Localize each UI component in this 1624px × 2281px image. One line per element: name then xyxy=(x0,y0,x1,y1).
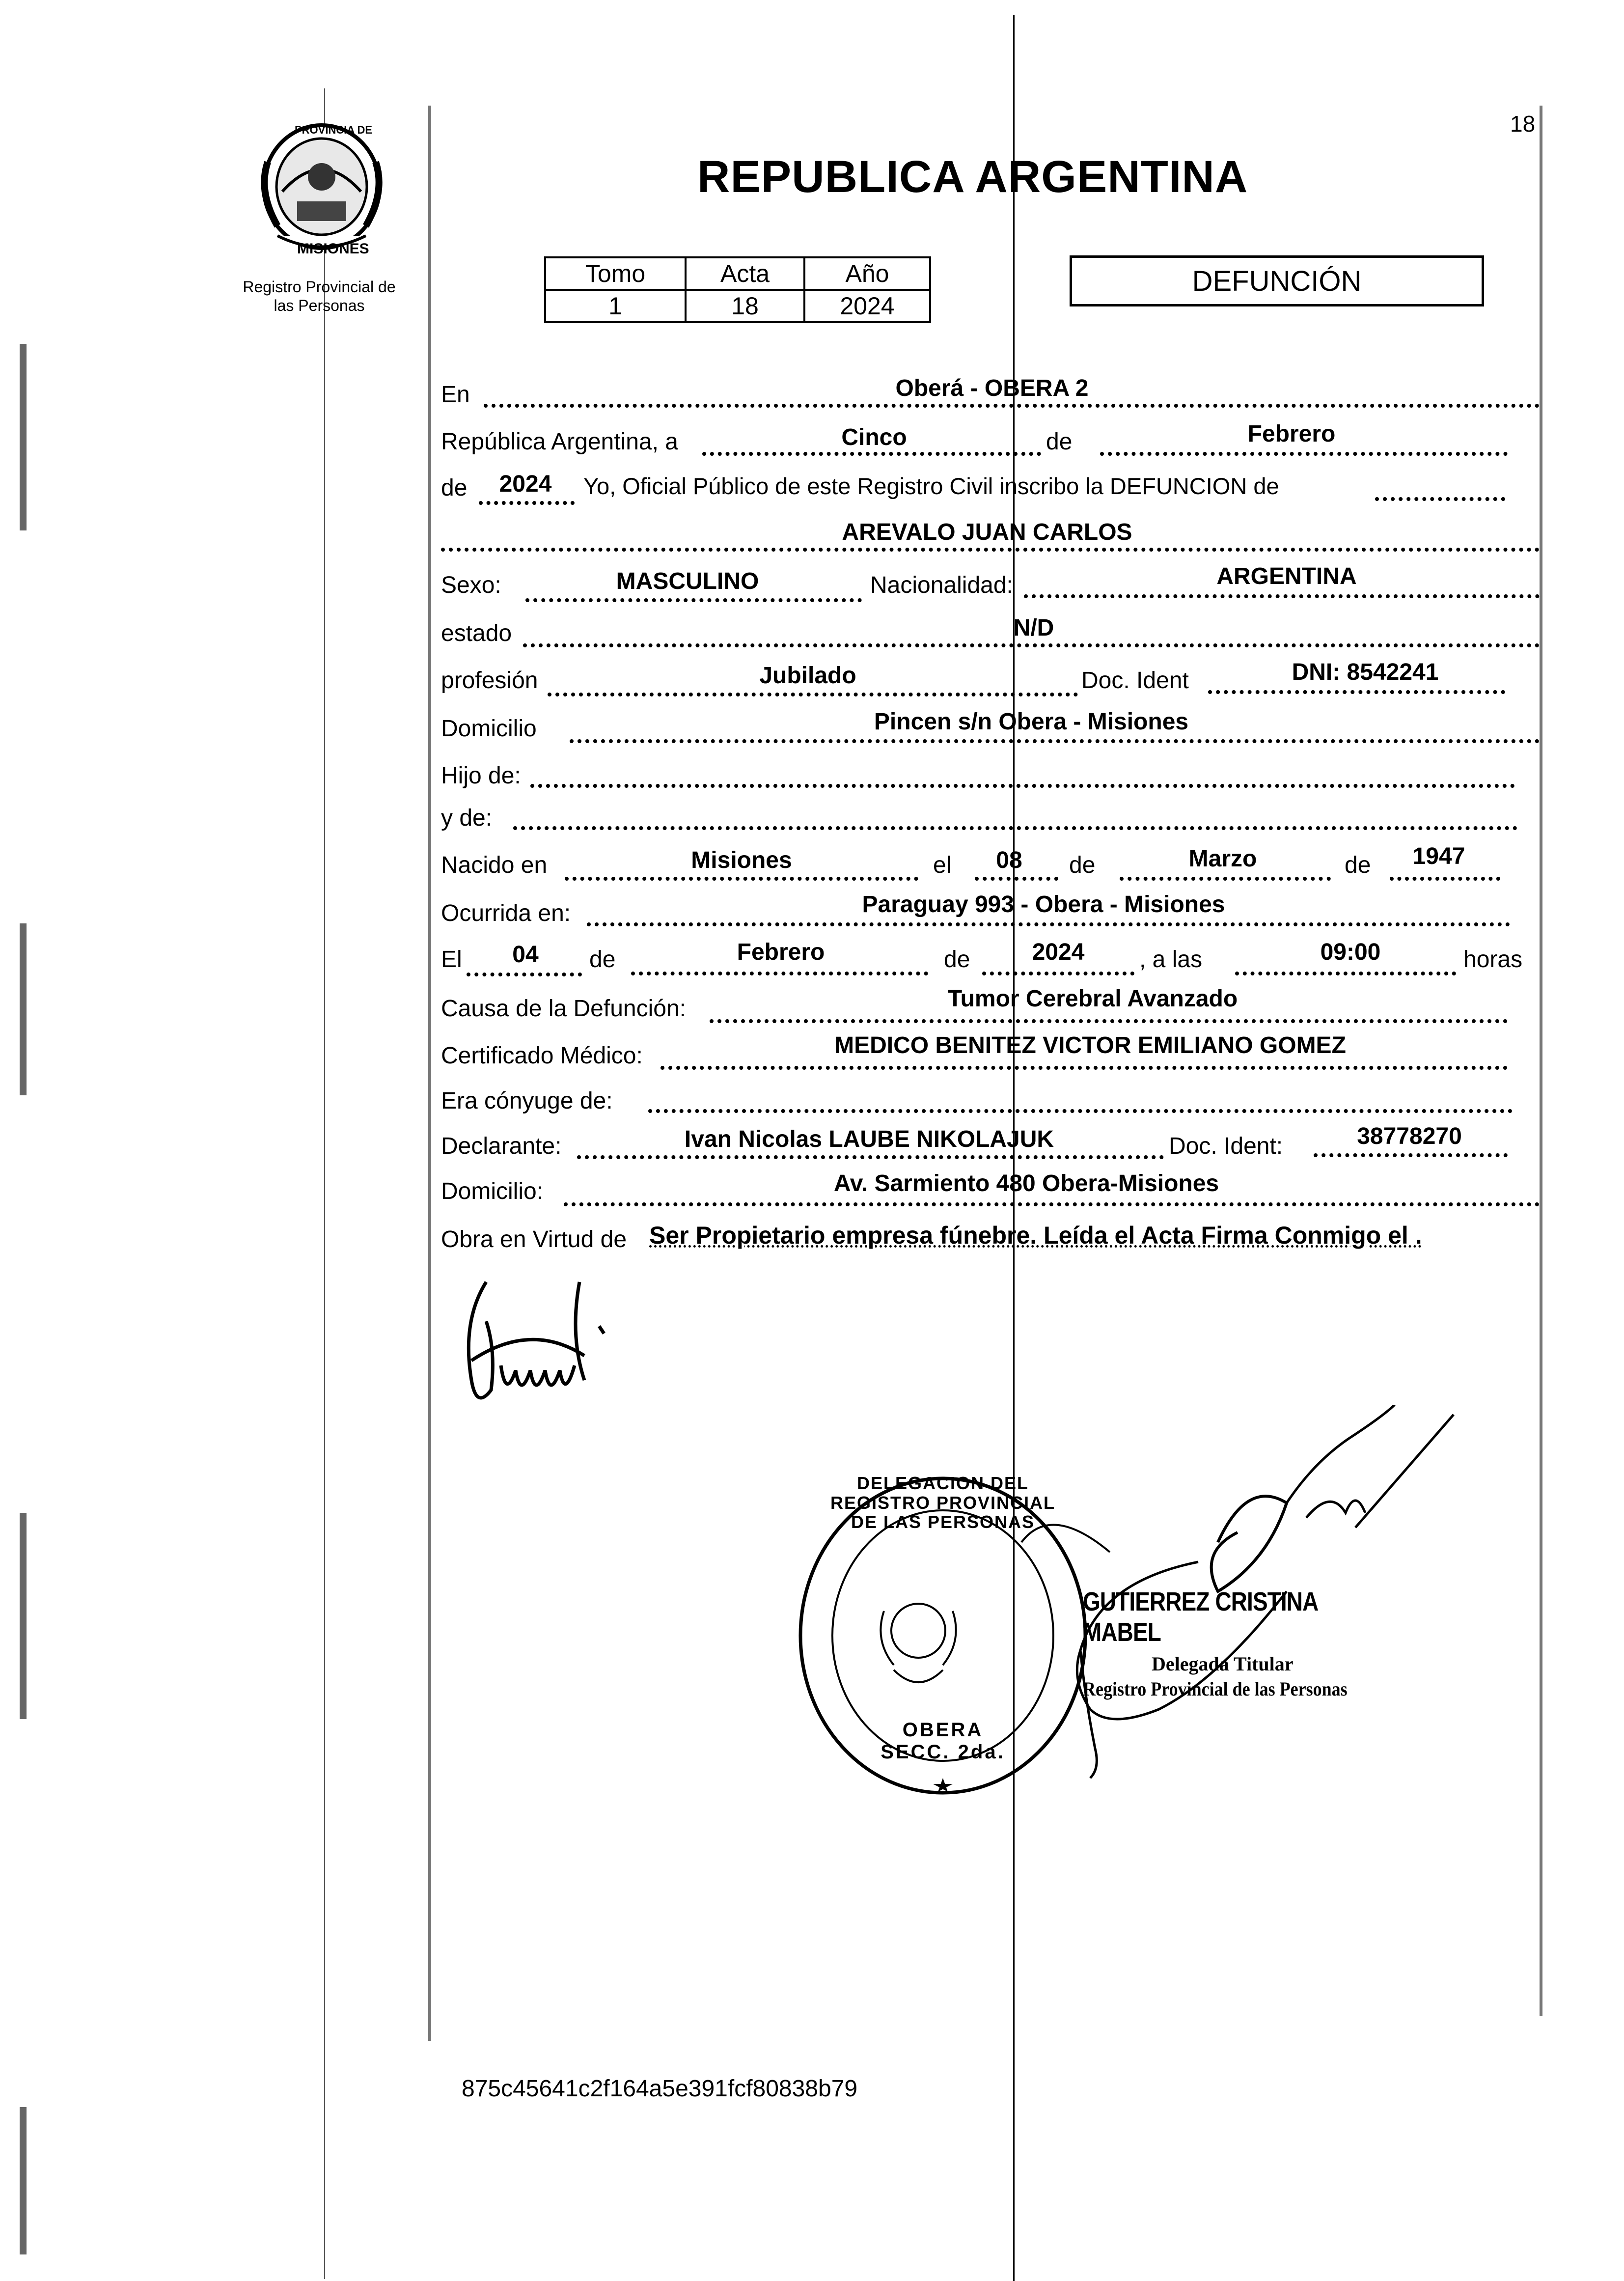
value-anio: 2024 xyxy=(499,471,552,497)
dotted-line xyxy=(577,1155,1164,1159)
label-nacionalidad: Nacionalidad: xyxy=(870,572,1013,598)
label-decl-doc: Doc. Ident: xyxy=(1169,1133,1283,1159)
dotted-line xyxy=(648,1109,1513,1113)
label-nacido: Nacido en xyxy=(441,852,548,878)
dotted-line xyxy=(530,784,1515,788)
value-sexo: MASCULINO xyxy=(616,568,759,594)
value-mes: Febrero xyxy=(1247,421,1336,447)
agency-name xyxy=(216,278,422,315)
scan-edge-marks xyxy=(20,2107,27,2254)
value-domicilio: Pincen s/n Obera - Misiones xyxy=(874,709,1189,735)
label-el-fallec: El xyxy=(441,946,462,973)
document-hash: 875c45641c2f164a5e391fcf80838b79 xyxy=(462,2076,858,2102)
value-doc: DNI: 8542241 xyxy=(1292,659,1439,685)
scan-margin-line xyxy=(324,88,325,2279)
label-conyuge: Era cónyuge de: xyxy=(441,1088,613,1114)
label-decl-domicilio: Domicilio: xyxy=(441,1178,544,1204)
label-certificado: Certificado Médico: xyxy=(441,1043,643,1069)
seal-inner-text: OBERA SECC. 2da. xyxy=(881,1719,1005,1763)
inscribo-text: Yo, Oficial Público de este Registro Civil inscribo la DEFUNCION de xyxy=(583,473,1279,499)
logo-text-top: PROVINCIA DE xyxy=(295,124,373,136)
register-header-tomo: Tomo xyxy=(545,257,686,290)
dotted-line xyxy=(661,1066,1508,1070)
label-nacido-de2: de xyxy=(1345,852,1371,878)
record-type: DEFUNCIÓN xyxy=(1192,265,1362,297)
register-table xyxy=(544,256,931,323)
logo-text-bottom: MISIONES xyxy=(297,241,369,257)
value-obra: Ser Propietario empresa fúnebre. Leída el Acta Firma Conmigo el . xyxy=(649,1222,1422,1249)
page-title: REPUBLICA ARGENTINA xyxy=(697,152,1248,202)
value-fallec-dia: 04 xyxy=(512,942,539,968)
value-fallec-mes: Febrero xyxy=(737,939,825,965)
label-el: el xyxy=(933,852,952,878)
register-header-anio: Año xyxy=(804,257,930,290)
dotted-line xyxy=(1390,877,1500,881)
dotted-line xyxy=(1100,452,1508,456)
dotted-line xyxy=(631,972,928,975)
value-hora: 09:00 xyxy=(1320,939,1381,965)
dotted-line xyxy=(587,922,1510,926)
register-header-row xyxy=(545,257,930,290)
dotted-line xyxy=(565,877,918,881)
dotted-line xyxy=(1024,594,1540,598)
value-nacido-lugar: Misiones xyxy=(691,847,792,873)
registrar-stamp xyxy=(1083,1586,1427,1700)
label-de-anio: de xyxy=(441,475,468,501)
register-header-acta: Acta xyxy=(686,257,804,290)
label-nacido-de: de xyxy=(1069,852,1096,878)
scan-edge-marks xyxy=(20,1513,27,1719)
scan-edge-marks xyxy=(20,344,27,530)
dotted-line xyxy=(548,693,1078,696)
register-value-tomo: 1 xyxy=(545,290,686,322)
value-fallec-anio: 2024 xyxy=(1032,939,1085,965)
label-fallec-de: de xyxy=(589,946,616,973)
dotted-line xyxy=(702,452,1041,456)
value-nacido-dia: 08 xyxy=(996,847,1022,873)
value-declarante: Ivan Nicolas LAUBE NIKOLAJUK xyxy=(684,1126,1054,1152)
dotted-line xyxy=(513,826,1517,830)
value-dia: Cinco xyxy=(841,424,907,450)
value-decl-domicilio: Av. Sarmiento 480 Obera-Misiones xyxy=(833,1170,1219,1196)
dotted-line xyxy=(710,1019,1508,1023)
dotted-line xyxy=(564,1202,1540,1206)
value-nacido-mes: Marzo xyxy=(1188,846,1257,872)
page-number: 18 xyxy=(1510,111,1536,137)
dotted-line xyxy=(484,404,1540,408)
value-estado: N/D xyxy=(1013,615,1054,641)
value-certificado: MEDICO BENITEZ VICTOR EMILIANO GOMEZ xyxy=(834,1032,1346,1058)
value-lugar: Oberá - OBERA 2 xyxy=(895,375,1089,401)
label-obra: Obra en Virtud de xyxy=(441,1226,627,1252)
label-profesion: profesión xyxy=(441,668,538,694)
dotted-line xyxy=(1235,972,1456,975)
record-type-box xyxy=(1070,255,1484,306)
registrar-name: GUTIERREZ CRISTINA MABEL xyxy=(1083,1587,1318,1647)
register-value-row xyxy=(545,290,930,322)
value-profesion: Jubilado xyxy=(759,663,856,689)
form-right-border xyxy=(1540,106,1542,2016)
dotted-line xyxy=(479,501,575,505)
dotted-line xyxy=(982,972,1134,975)
registrar-role: Delegada Titular xyxy=(1152,1653,1294,1675)
label-republica: República Argentina, a xyxy=(441,429,678,455)
scan-edge-marks xyxy=(20,923,27,1095)
label-sexo: Sexo: xyxy=(441,572,501,598)
label-domicilio: Domicilio xyxy=(441,716,537,742)
register-value-acta: 18 xyxy=(686,290,804,322)
province-logo xyxy=(248,118,395,265)
label-causa: Causa de la Defunción: xyxy=(441,996,686,1022)
label-doc: Doc. Ident xyxy=(1081,668,1189,694)
value-decl-doc: 38778270 xyxy=(1357,1123,1462,1149)
agency-line-1: Registro Provincial de xyxy=(243,278,396,296)
label-hijo: Hijo de: xyxy=(441,763,521,789)
value-ocurrida: Paraguay 993 - Obera - Misiones xyxy=(862,891,1225,918)
dotted-line xyxy=(975,877,1058,881)
dotted-line xyxy=(1375,497,1505,501)
dotted-line xyxy=(1314,1153,1508,1157)
dotted-line xyxy=(525,598,862,602)
declarant-signature xyxy=(457,1262,614,1449)
label-a-las: , a las xyxy=(1139,946,1203,973)
value-nacido-anio: 1947 xyxy=(1412,843,1465,869)
dotted-line xyxy=(523,643,1540,647)
dotted-line xyxy=(467,973,582,976)
dotted-line xyxy=(441,548,1540,552)
dotted-line xyxy=(570,739,1540,743)
label-en: En xyxy=(441,382,470,408)
label-de: de xyxy=(1046,429,1073,455)
label-estado: estado xyxy=(441,620,512,646)
label-declarante: Declarante: xyxy=(441,1133,562,1159)
value-nacionalidad: ARGENTINA xyxy=(1216,563,1357,589)
value-causa: Tumor Cerebral Avanzado xyxy=(947,986,1238,1012)
seal-ring-text: DELEGACION DEL REGISTRO PROVINCIAL DE LAS PERSONAS xyxy=(830,1473,1056,1532)
form-left-border xyxy=(428,106,431,2041)
agency-line-2: las Personas xyxy=(274,297,365,315)
label-y-de: y de: xyxy=(441,805,493,831)
register-value-anio: 2024 xyxy=(804,290,930,322)
label-ocurrida: Ocurrida en: xyxy=(441,900,571,926)
dotted-line xyxy=(1208,690,1505,694)
label-fallec-de2: de xyxy=(944,946,970,973)
registrar-office: Registro Provincial de las Personas xyxy=(1083,1678,1348,1700)
label-horas: horas xyxy=(1463,946,1523,973)
dotted-line xyxy=(1120,877,1331,881)
value-nombre: AREVALO JUAN CARLOS xyxy=(842,519,1132,545)
